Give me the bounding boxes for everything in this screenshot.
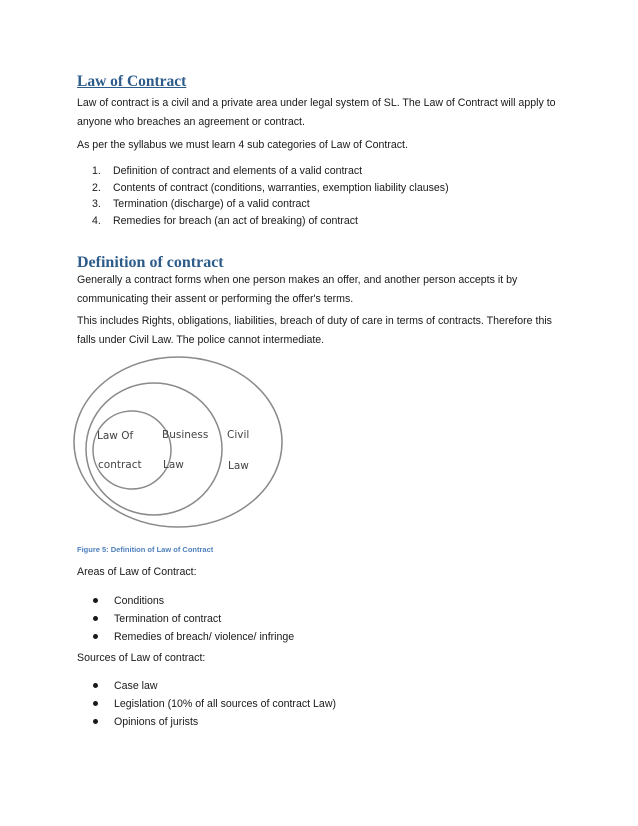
list-item: 4. Remedies for breach (an act of breaking) of contract <box>92 214 358 227</box>
bullet-icon <box>93 616 98 621</box>
areas-list <box>93 592 294 646</box>
list-item: Legislation (10% of all sources of contract Law) <box>93 695 336 713</box>
bullet-icon <box>93 701 98 706</box>
areas-title: Areas of Law of Contract: <box>77 566 197 578</box>
sources-title: Sources of Law of contract: <box>77 652 206 664</box>
list-item: 1. Definition of contract and elements of a valid contract <box>92 165 363 177</box>
bullet-icon <box>93 598 98 603</box>
syllabus-paragraph: As per the syllabus we must learn 4 sub categories of Law of Contract. <box>77 139 408 151</box>
bullet-icon <box>93 719 98 724</box>
sources-list <box>93 677 336 731</box>
venn-diagram <box>70 355 290 530</box>
outer-circle-civil-law <box>74 357 282 527</box>
list-item: Remedies of breach/ violence/ infringe <box>93 628 294 646</box>
list-item: Case law <box>93 677 336 695</box>
heading-law-of-contract: Law of Contract <box>77 73 187 90</box>
bullet-icon <box>93 683 98 688</box>
inner-label-line2: contract <box>98 459 142 471</box>
list-item: Conditions <box>93 592 294 610</box>
middle-label-line2: Law <box>163 459 184 471</box>
rights-paragraph: This includes Rights, obligations, liabilities, breach of duty of care in terms of contracts. Therefore this falls under Civil Law. The police cannot intermediate. <box>77 315 552 346</box>
list-item: Opinions of jurists <box>93 713 336 731</box>
middle-label-line1: Business <box>162 429 209 441</box>
outer-label-line2: Law <box>228 460 249 472</box>
bullet-icon <box>93 634 98 639</box>
heading-definition-of-contract: Definition of contract <box>77 254 224 271</box>
definition-paragraph: Generally a contract forms when one person makes an offer, and another person accepts it by communicating their assent or performing the offer's terms. <box>77 274 518 305</box>
middle-circle-business-law <box>86 383 222 515</box>
list-item: 2. Contents of contract (conditions, warranties, exemption liability clauses) <box>92 181 449 194</box>
outer-label-line1: Civil <box>227 429 250 441</box>
intro-paragraph: Law of contract is a civil and a private area under legal system of SL. The Law of Contract will apply to anyone who breaches an agreement or contract. <box>77 97 556 128</box>
list-item: Termination of contract <box>93 610 294 628</box>
list-item: 3. Termination (discharge) of a valid contract <box>92 198 310 210</box>
figure-caption: Figure 5: Definition of Law of Contract <box>77 545 214 554</box>
subcategory-list <box>92 163 449 229</box>
inner-circle-law-of-contract <box>93 411 171 489</box>
inner-label-line1: Law Of <box>97 430 134 442</box>
